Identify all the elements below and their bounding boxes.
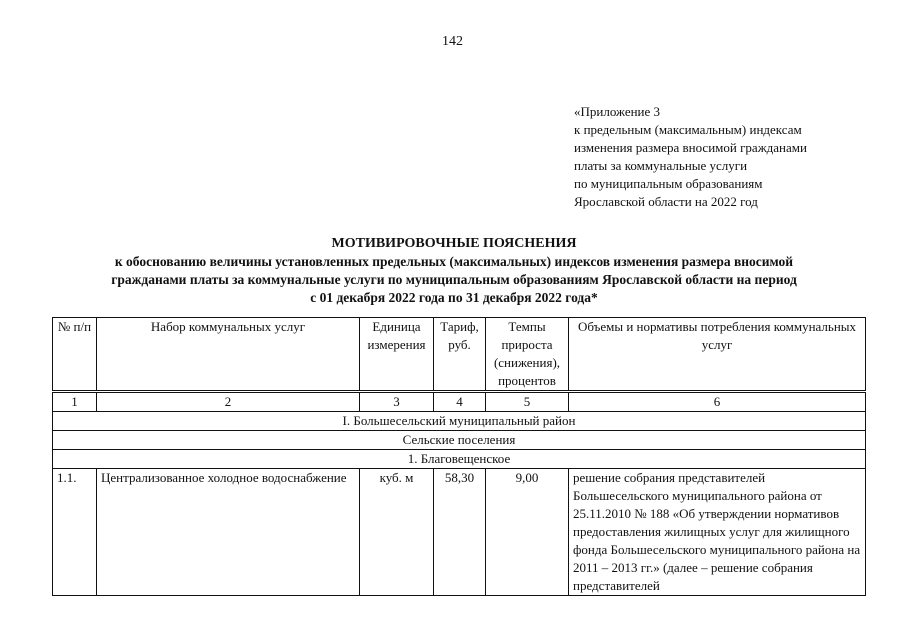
row-unit: куб. м	[360, 469, 434, 596]
row-service: Централизованное холодное водоснабжение	[97, 469, 360, 596]
column-number-row	[53, 392, 866, 412]
column-number: 4	[434, 392, 486, 412]
section-row-settlement	[53, 450, 866, 469]
appendix-line: к предельным (максимальным) индексам	[574, 122, 802, 137]
column-number: 1	[53, 392, 97, 412]
section-settlements: Сельские поселения	[53, 431, 866, 450]
title-line: к обоснованию величины установленных предельных (максимальных) индексов изменения размера вносимой	[114, 254, 794, 269]
title-main: МОТИВИРОВОЧНЫЕ ПОЯСНЕНИЯ	[331, 236, 577, 251]
column-number: 3	[360, 392, 434, 412]
row-volumes: решение собрания представителей Большесельского муниципального района от 25.11.2010 № 188 «Об утверждении нормативов предоставления жилищных услуг для жилищного фонда Большесельского муниципального района на 2011 – 2013 гг.» (далее – решение собрания представителей	[569, 469, 866, 596]
column-number: 5	[486, 392, 569, 412]
table-header-row	[53, 318, 866, 392]
appendix-line: Ярославской области на 2022 год	[574, 194, 758, 209]
row-tariff: 58,30	[434, 469, 486, 596]
section-district: I. Большесельский муниципальный район	[53, 412, 866, 431]
appendix-line: платы за коммунальные услуги	[574, 158, 748, 173]
title-line: с 01 декабря 2022 года по 31 декабря 2022 года*	[310, 290, 598, 305]
section-settlement: 1. Благовещенское	[53, 450, 866, 469]
header-volumes: Объемы и нормативы потребления коммунальных услуг	[569, 318, 866, 392]
row-growth: 9,00	[486, 469, 569, 596]
column-number: 2	[97, 392, 360, 412]
header-unit: Единица измерения	[360, 318, 434, 392]
row-num: 1.1.	[53, 469, 97, 596]
section-row-settlements	[53, 431, 866, 450]
column-number: 6	[569, 392, 866, 412]
appendix-line: изменения размера вносимой гражданами	[574, 140, 807, 155]
appendix-reference	[574, 103, 807, 211]
tariff-table	[52, 317, 866, 596]
section-row-district	[53, 412, 866, 431]
title-line: гражданами платы за коммунальные услуги по муниципальным образованиям Ярославской области на период	[111, 272, 797, 287]
appendix-line: по муниципальным образованиям	[574, 176, 763, 191]
header-growth: Темпы прироста (снижения), процентов	[486, 318, 569, 392]
appendix-line: «Приложение 3	[574, 104, 661, 119]
table-row	[53, 469, 866, 596]
header-services: Набор коммунальных услуг	[97, 318, 360, 392]
header-num: № п/п	[53, 318, 97, 392]
header-tariff: Тариф, руб.	[434, 318, 486, 392]
page-number: 142	[442, 34, 463, 49]
document-title	[40, 235, 868, 307]
